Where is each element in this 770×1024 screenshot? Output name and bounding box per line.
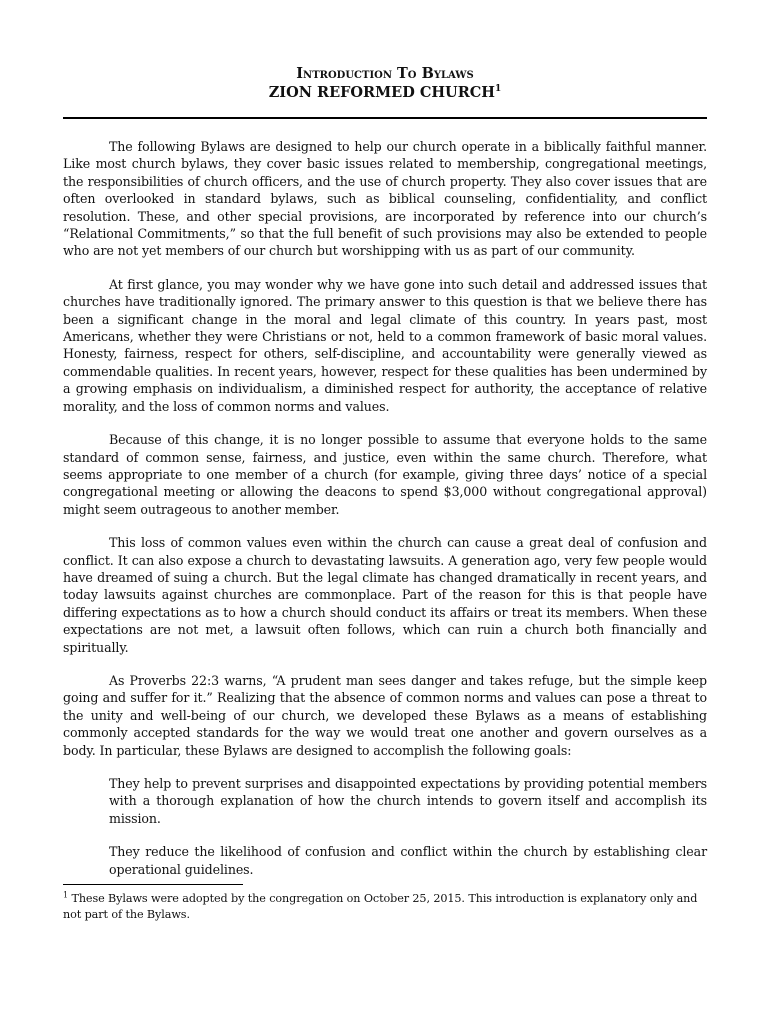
paragraph-1: The following Bylaws are designed to help our church operate in a biblically faithful manner. Like most church bylaws, they cover basic issues related to membership, congregational meetings, the responsibilities of church officers, and the use of church property. They also cover issues that are often overlooked in standard bylaws, such as biblical counseling, confidentiality, and conflict resolution. These, and other special provisions, are incorporated by reference into our church’s “Relational Commitments,” so that the full benefit of such provisions may also be extended to people who are not yet members of our church but worshipping with us as part of our community.: [63, 139, 707, 259]
title-line-1: Introduction To Bylaws: [296, 65, 474, 82]
document-title: [63, 64, 707, 83]
footnote-marker: 1: [63, 890, 68, 900]
footnote-reference[interactable]: 1: [495, 84, 502, 95]
paragraph-3: Because of this change, it is no longer possible to assume that everyone holds to the same standard of common sense, fairness, and justice, even within the same church. Therefore, what seems appropriate to one member of a church (for example, giving three days’ notice of a special congregational meeting or allowing the deacons to spend $3,000 without congregational approval) might seem outrageous to another member.: [63, 432, 707, 517]
paragraph-4: This loss of common values even within the church can cause a great deal of confusion and conflict. It can also expose a church to devastating lawsuits. A generation ago, very few people would have dreamed of suing a church. But the legal climate has changed dramatically in recent years, and today lawsuits against churches are commonplace. Part of the reason for this is that people have differing expectations as to how a church should conduct its affairs or treat its members. When these expectations are not met, a lawsuit often follows, which can ruin a church both financially and spiritually.: [63, 535, 707, 655]
footnote: [63, 891, 707, 922]
footnote-divider: [63, 884, 243, 885]
goal-item-2: They reduce the likelihood of confusion and conflict within the church by establishing clear operational guidelines.: [109, 844, 707, 877]
document-subtitle: [63, 83, 707, 102]
footnote-text: These Bylaws were adopted by the congregation on October 25, 2015. This introduction is explanatory only and not part of the Bylaws.: [63, 892, 698, 921]
title-divider: [63, 117, 707, 119]
paragraph-5: As Proverbs 22:3 warns, “A prudent man sees danger and takes refuge, but the simple keep going and suffer for it.” Realizing that the absence of common norms and values can pose a threat to the unity and well-being of our church, we developed these Bylaws as a means of establishing commonly accepted standards for the way we would treat one another and govern ourselves as a body. In particular, these Bylaws are designed to accomplish the following goals:: [63, 672, 707, 758]
goal-item-1: They help to prevent surprises and disappointed expectations by providing potential members with a thorough explanation of how the church intends to govern itself and accomplish its mission.: [109, 776, 707, 826]
paragraph-2: At first glance, you may wonder why we have gone into such detail and addressed issues that churches have traditionally ignored. The primary answer to this question is that we believe there has been a significant change in the moral and legal climate of this country. In years past, most Americans, whether they were Christians or not, held to a common framework of basic moral values. Honesty, fairness, respect for others, self-discipline, and accountability were generally viewed as commendable qualities. In recent years, however, respect for these qualities has been undermined by a growing emphasis on individualism, a diminished respect for authority, the acceptance of relative morality, and the loss of common norms and values.: [63, 276, 707, 414]
title-line-2: ZION REFORMED CHURCH: [268, 84, 495, 101]
document-page: [63, 64, 707, 922]
